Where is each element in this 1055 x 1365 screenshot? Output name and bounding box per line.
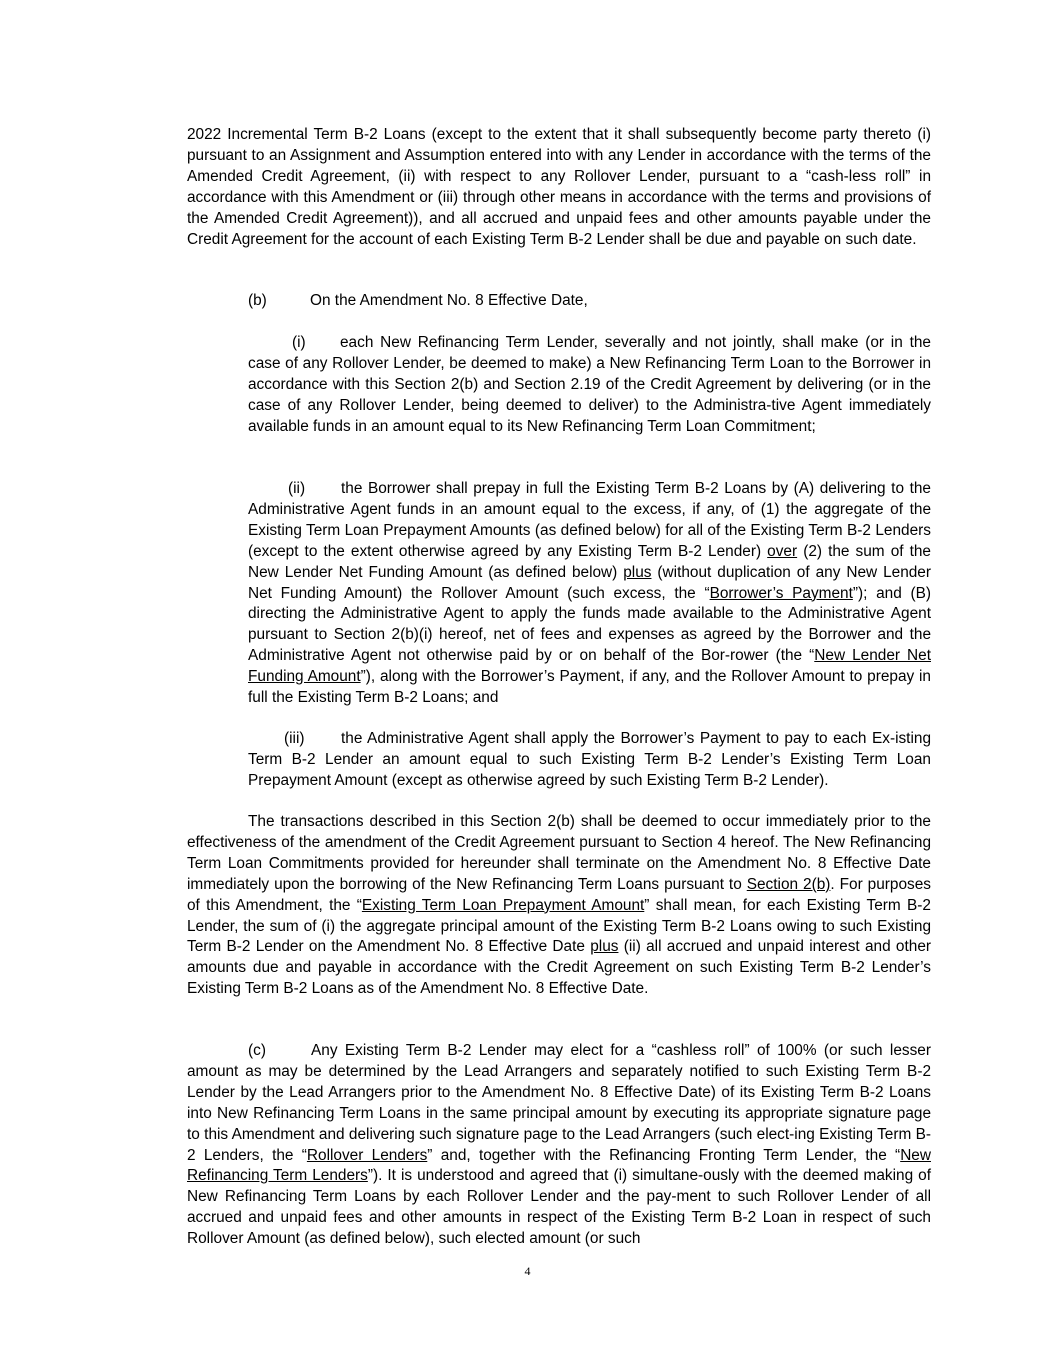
clause-b-heading: [248, 291, 931, 312]
clause-c-text-2: ” and, together with the Refinancing Fronting Term Lender, the “: [427, 1146, 901, 1164]
clause-c: [187, 1041, 931, 1250]
page-number: 4: [524, 1264, 531, 1278]
clause-c-text-3: ”). It is understood and agreed that (i) simultane-ously with the deemed making of New Refinancing Term Loans by each Rollover Lender and the pay-ment to such Rollover Lender of all accrued and unpaid fees and other amounts in respect of the Existing Term B-2 Loan in respect of such Rollover Amount (as defined below), such elected amount (or such: [187, 1167, 931, 1248]
clause-i-text: each New Refinancing Term Lender, severally and not jointly, shall make (or in the case of any Rollover Lender, be deemed to make) a New Refinancing Term Loan to the Borrower in accordance with this Section 2(b) and Section 2.19 of the Credit Agreement by delivering (or in the case of any Rollover Lender, being deemed to deliver) to the Administra-tive Agent immediately available funds in an amount equal to its New Refinancing Term Loan Commitment;: [248, 334, 931, 435]
clause-c-label: (c): [248, 1042, 266, 1059]
clause-c-text-1: Any Existing Term B-2 Lender may elect for a “cashless roll” of 100% (or such lesser amount as may be determined by the Lead Arrangers and separately notified to such Existing Term B-2 Lender by the Lead Arrangers prior to the Amendment No. 8 Effective Date) of its Existing Term B-2 Loans into New Refinancing Term Loans in the same principal amount by executing its appropriate signature page to this Amendment and delivering such signature page to the Lead Arrangers (such elect-ing Existing Term B-2 Lenders, the “: [187, 1042, 931, 1164]
clause-i-label: (i): [292, 334, 306, 351]
defined-term-net-funding-amount: New Lender Net Funding Amount: [248, 647, 931, 686]
clause-ii-label: (ii): [288, 480, 306, 497]
clause-b-ii: [248, 479, 931, 709]
clause-b-label: (b): [248, 292, 267, 309]
paragraph-text: 2022 Incremental Term B-2 Loans (except to the extent that it shall subsequently become party thereto (i) pursuant to an Assignment and Assumption entered into with any Lender in accordance with the terms of the Amended Credit Agreement, (ii) with respect to any Rollover Lender, pursuant to a “cash-less roll” in accordance with this Amendment or (iii) through other means in accordance with the terms and provisions of the Amended Credit Agreement)), and all accrued and unpaid fees and other amounts payable under the Credit Agreement for the account of each Existing Term B-2 Lender shall be due and payable on such date.: [187, 126, 931, 248]
over-term: over: [767, 542, 798, 560]
clause-ii-text-1: the Borrower shall prepay in full the Existing Term B-2 Loans by (A) delivering to the Administrative Agent funds in an amount equal to the excess, if any, of (1) the aggregate of the Existing Term Loan Prepayment Amounts (as defined below) for all of the Existing Term B-2 Lenders (except to the extent otherwise agreed by any Existing Term B-2 Lender): [248, 480, 931, 560]
defined-term-new-refinancing-lenders: New Refinancing Term Lenders: [187, 1146, 931, 1185]
transactions-text-1: The transactions described in this Section 2(b) shall be deemed to occur immediately prior to the effectiveness of the amendment of the Credit Agreement pursuant to Section 4 hereof. The New Refinancing Term Loan Commitments provided for hereunder shall terminate on the Amendment No. 8 Effective Date immediately upon the borrowing of the New Refinancing Term Loans pursuant to: [187, 813, 931, 893]
clause-iii-label: (iii): [284, 730, 305, 747]
clause-b-i: [248, 333, 931, 438]
clause-b-text: On the Amendment No. 8 Effective Date,: [310, 292, 588, 309]
paragraph-continuation: [187, 125, 931, 250]
plus-term: plus: [623, 563, 652, 581]
section-reference: Section 2(b): [746, 875, 831, 893]
plus-term-2: plus: [590, 938, 619, 956]
clause-b-iii: [248, 729, 931, 792]
clause-ii-text-3: (without duplication of any New Lender Net Funding Amount) the Rollover Amount (such excess, the “: [248, 563, 931, 602]
defined-term-etlpa: Existing Term Loan Prepayment Amount: [361, 896, 645, 914]
transactions-text-2: . For purposes of this Amendment, the “: [187, 875, 932, 914]
clause-ii-text-5: ”), along with the Borrower’s Payment, if any, and the Rollover Amount to prepay in full the Existing Term B-2 Loans; and: [248, 668, 931, 707]
transactions-text-3: ” shall mean, for each Existing Term B-2 Lender, the sum of (i) the aggregate principal amount of the Existing Term B-2 Loans owing to such Existing Term B-2 Lender on the Amendment No. 8 Effective Date: [187, 896, 931, 956]
clause-ii-text-4: ”); and (B) directing the Administrative Agent to apply the funds made available to the Administrative Agent pursuant to Section 2(b)(i) hereof, net of fees and expenses as agreed by the Borrower and the Administrative Agent not otherwise paid by or on behalf of the Bor-rower (the “: [248, 584, 931, 665]
clause-iii-text: the Administrative Agent shall apply the Borrower’s Payment to pay to each Ex-isting Term B-2 Lender an amount equal to such Existing Term B-2 Lender’s Existing Term Loan Prepayment Amount (except as otherwise agreed by such Existing Term B-2 Lender).: [248, 730, 931, 789]
defined-term-rollover-lenders: Rollover Lenders: [306, 1146, 428, 1164]
transactions-text-4: (ii) all accrued and unpaid interest and other amounts due and payable in accordance with the Credit Agreement on such Existing Term B-2 Lender’s Existing Term B-2 Loans as of the Amendment No. 8 Effective Date.: [187, 938, 931, 998]
transactions-paragraph: [187, 812, 931, 1000]
defined-term-borrowers-payment: Borrower’s Payment: [709, 584, 853, 602]
clause-ii-text-2: (2) the sum of the New Lender Net Funding Amount (as defined below): [248, 542, 931, 581]
